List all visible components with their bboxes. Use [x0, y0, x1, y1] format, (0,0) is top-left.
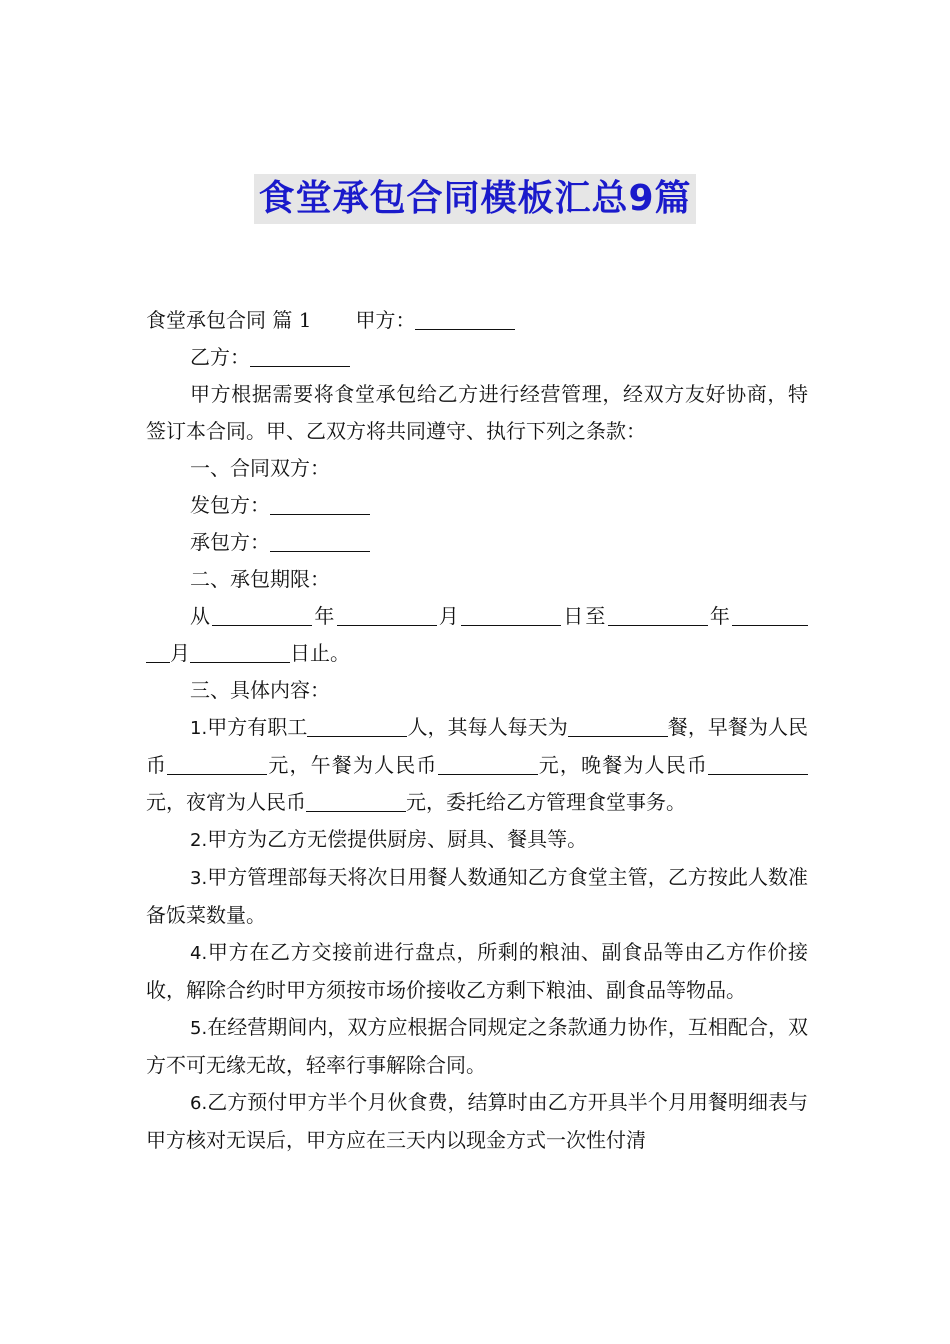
- item-number: 6.: [190, 1093, 208, 1114]
- blank: [167, 752, 267, 775]
- blank: [718, 752, 808, 775]
- term-month-2: 月: [170, 641, 190, 665]
- blank: [608, 603, 708, 626]
- item-2: [146, 821, 808, 859]
- contractor-out-label: 发包方：: [190, 493, 270, 517]
- blank: [461, 603, 561, 626]
- blank: [306, 789, 406, 812]
- blank: [732, 603, 808, 626]
- party-b-blank: [250, 344, 350, 367]
- item-text: 甲方管理部每天将次日用餐人数通知乙方食堂主管，乙方按此人数准备饭菜数量。: [146, 865, 808, 927]
- item-text: 元，午餐为人民币: [267, 753, 438, 777]
- item-1: [146, 709, 808, 821]
- item-number: 4.: [190, 943, 208, 964]
- section-2-heading: 二、承包期限：: [190, 567, 330, 591]
- item-3: [146, 859, 808, 934]
- item-number: 2.: [190, 830, 208, 851]
- section-3-heading: 三、具体内容：: [190, 678, 330, 702]
- term-year: 年: [312, 604, 337, 628]
- item-text: 乙方预付甲方半个月伙食费，结算时由乙方开具半个月用餐明细表与甲方核对无误后，甲方应在三天内以现金方式一次性付清: [146, 1090, 808, 1152]
- party-a-blank: [415, 307, 515, 330]
- term-month: 月: [436, 604, 462, 628]
- item-text: 在经营期间内，双方应根据合同规定之条款通力协作，互相配合，双方不可无缘无故，轻率行事解除合同。: [146, 1015, 808, 1077]
- blank: [146, 640, 170, 663]
- intro-line: [146, 302, 808, 339]
- party-b-line: [146, 339, 808, 376]
- intro-heading: 食堂承包合同 篇 1: [146, 308, 312, 332]
- blank: [337, 603, 437, 626]
- term-end: 日止。: [290, 641, 350, 665]
- item-number: 3.: [190, 868, 208, 889]
- item-number: 5.: [190, 1018, 208, 1039]
- contractor-out-line: [146, 487, 808, 524]
- title-container: [0, 174, 950, 224]
- term-from: 从: [190, 604, 213, 628]
- party-a-label: 甲方：: [355, 308, 416, 332]
- contractor-in-blank: [270, 529, 370, 552]
- item-5: [146, 1009, 808, 1084]
- blank: [438, 752, 538, 775]
- item-6: [146, 1084, 808, 1159]
- blank: [708, 752, 718, 775]
- term-paragraph: [146, 598, 808, 672]
- party-b-label: 乙方：: [190, 345, 250, 369]
- item-text: 人，其每人每天为: [407, 715, 568, 739]
- item-text: 元，夜宵为人民币: [146, 790, 306, 814]
- item-text: 餐，早餐为人民币: [146, 715, 809, 777]
- blank: [212, 603, 312, 626]
- blank: [568, 714, 668, 737]
- item-number: 1.: [190, 718, 208, 739]
- purpose-paragraph: 甲方根据需要将食堂承包给乙方进行经营管理，经双方友好协商，特签订本合同。甲、乙双方将共同遵守、执行下列之条款：: [146, 382, 808, 443]
- item-text: 元，晚餐为人民币: [537, 753, 709, 777]
- item-text: 甲方为乙方无偿提供厨房、厨具、餐具等。: [207, 827, 588, 851]
- contractor-out-blank: [270, 492, 370, 515]
- section-1-heading: 一、合同双方：: [190, 456, 330, 480]
- item-4: [146, 934, 808, 1009]
- contractor-in-line: [146, 524, 808, 561]
- item-text: 甲方在乙方交接前进行盘点，所剩的粮油、副食品等由乙方作价接收，解除合约时甲方须按市场价接收乙方剩下粮油、副食品等物品。: [146, 940, 808, 1002]
- item-text: 甲方有职工: [207, 715, 308, 739]
- document-title: 食堂承包合同模板汇总9篇: [254, 174, 695, 224]
- blank: [190, 640, 290, 663]
- term-day-to: 日至: [561, 604, 608, 628]
- blank: [307, 714, 407, 737]
- item-text: 元，委托给乙方管理食堂事务。: [406, 790, 686, 814]
- contractor-in-label: 承包方：: [190, 530, 270, 554]
- document-body: [146, 302, 808, 1159]
- term-year-2: 年: [707, 604, 733, 628]
